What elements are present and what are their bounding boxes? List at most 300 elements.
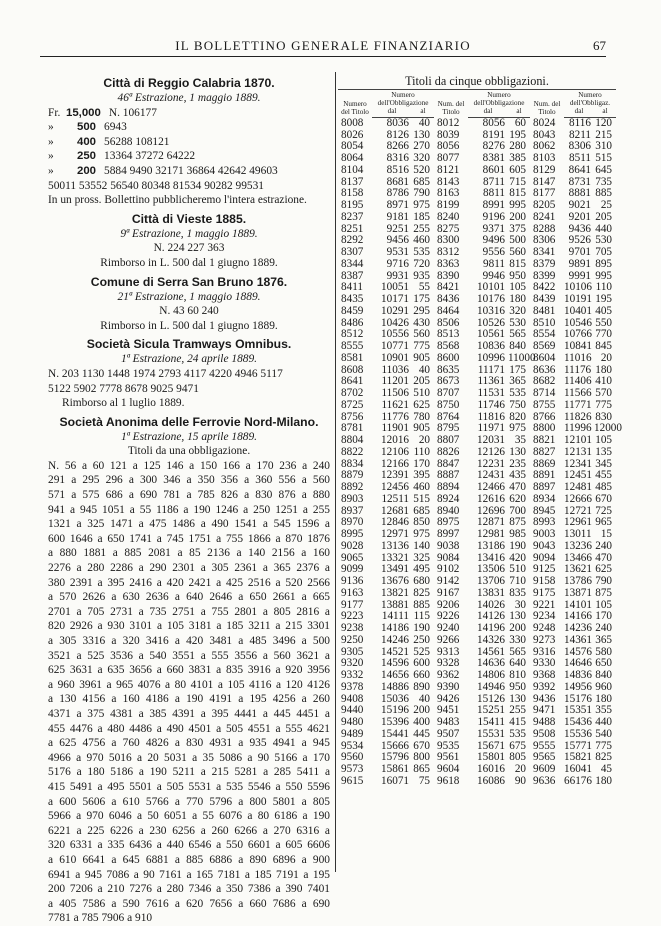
- from-number: 15436: [564, 716, 592, 729]
- to-number: 560: [413, 328, 430, 341]
- from-number: 10051: [381, 281, 409, 294]
- table-body: [338, 116, 622, 787]
- to-number: 570: [595, 387, 613, 400]
- from-number: 10171: [381, 293, 409, 306]
- titolo-number: 9099: [341, 563, 364, 576]
- from-number: 8056: [482, 116, 505, 129]
- section-subheading: 46ª Estrazione, 1 maggio 1889.: [117, 92, 261, 104]
- from-number: 11901: [381, 422, 409, 435]
- from-number: 11506: [381, 387, 409, 400]
- to-number: 40: [418, 692, 430, 705]
- section-subheading: 21ª Estrazione, 1 maggio 1889.: [117, 290, 261, 303]
- to-number: 950: [509, 680, 526, 693]
- to-number: 20: [418, 434, 430, 447]
- from-number: 9946: [482, 269, 505, 282]
- titolo-number: 8635: [437, 363, 460, 376]
- to-number: 700: [509, 504, 526, 517]
- from-number: 13416: [477, 551, 505, 564]
- titolo-number: 9094: [533, 551, 556, 564]
- from-number: 13871: [564, 586, 592, 599]
- from-number: 14236: [564, 622, 592, 635]
- from-number: 11171: [477, 363, 505, 376]
- titolo-number: 8795: [437, 422, 460, 435]
- to-number: 790: [413, 187, 430, 200]
- from-number: 8786: [386, 187, 409, 200]
- to-number: 12000: [594, 422, 622, 435]
- from-number: 11531: [477, 387, 505, 400]
- from-number: 14576: [564, 645, 592, 658]
- from-number: 12016: [381, 434, 409, 447]
- to-number: 330: [509, 633, 526, 646]
- to-number: 975: [413, 528, 430, 541]
- titolo-number: 9440: [341, 704, 364, 717]
- titolo-number: 9408: [341, 692, 364, 705]
- titolo-number: 8411: [341, 281, 363, 294]
- from-number: 15536: [564, 727, 592, 740]
- to-number: 105: [595, 434, 613, 447]
- from-number: 13466: [564, 551, 592, 564]
- section-heading: Città di Reggio Calabria 1870.: [103, 76, 275, 90]
- from-number: 14186: [381, 622, 409, 635]
- to-number: 130: [509, 692, 526, 705]
- titolo-number: 8129: [533, 163, 556, 176]
- from-number: 9251: [386, 222, 409, 235]
- from-number: 15801: [477, 751, 505, 764]
- table-row: [338, 400, 616, 412]
- from-number: 12456: [381, 481, 409, 494]
- from-number: 8211: [569, 128, 591, 141]
- titolo-number: 9305: [341, 645, 364, 658]
- prize-row: [48, 120, 330, 135]
- range-line: 291 a 295 296 a 300 346 a 350 356 a 360 556 a 560: [48, 474, 330, 487]
- titolo-number: 9238: [341, 622, 364, 635]
- to-number: 650: [595, 657, 613, 670]
- titolo-number: 9560: [341, 751, 364, 764]
- from-number: 14596: [381, 657, 409, 670]
- prize-row: [48, 149, 330, 164]
- titolo-number: 8390: [437, 269, 460, 282]
- column-header: Numero dell'Obbligaz.: [564, 90, 616, 109]
- from-number: 14886: [381, 680, 409, 693]
- from-number: 8681: [386, 175, 409, 188]
- currency-label: Fr.: [48, 106, 61, 119]
- from-number: 10996: [477, 351, 505, 364]
- from-number: 11406: [564, 375, 592, 388]
- from-number: 14361: [564, 633, 592, 646]
- titolo-number: 8459: [341, 304, 364, 317]
- to-number: 715: [509, 175, 526, 188]
- from-number: 9021: [568, 199, 591, 212]
- drawn-numbers-line: 5122 5902 7778 8678 9025 9471: [48, 382, 199, 395]
- to-number: 355: [595, 704, 613, 717]
- from-number: 9811: [483, 257, 505, 270]
- table-title: Titoli da cinque obbligazioni.: [405, 74, 549, 88]
- from-number: 15441: [381, 727, 409, 740]
- from-number: 13786: [564, 575, 592, 588]
- from-number: 11996: [564, 422, 592, 435]
- from-number: 14656: [381, 669, 409, 682]
- from-number: 11176: [564, 363, 592, 376]
- to-number: 395: [413, 469, 430, 482]
- titolo-number: 8288: [533, 222, 556, 235]
- from-number: 9991: [568, 269, 591, 282]
- titolo-number: 9167: [437, 586, 460, 599]
- from-number: 8116: [569, 116, 591, 129]
- titolo-number: 9618: [437, 774, 460, 787]
- titolo-number: 8240: [437, 210, 460, 223]
- to-number: 815: [509, 187, 526, 200]
- to-number: 175: [413, 293, 430, 306]
- column-header: dal: [564, 108, 594, 117]
- to-number: 935: [413, 269, 430, 282]
- titolo-number: 8039: [437, 128, 460, 141]
- column-header: Num. del Titolo: [530, 90, 564, 118]
- to-number: 200: [509, 622, 526, 635]
- to-number: 515: [595, 152, 613, 165]
- titolo-number: 8970: [341, 516, 364, 529]
- from-number: 10546: [564, 316, 592, 329]
- from-number: 8971: [386, 199, 409, 212]
- titolo-number: 9488: [533, 716, 556, 729]
- to-number: 550: [595, 316, 613, 329]
- to-number: 310: [595, 140, 613, 153]
- to-number: 625: [413, 398, 430, 411]
- titolo-number: 8024: [533, 116, 556, 129]
- to-number: 890: [413, 680, 430, 693]
- titolo-number: 8682: [533, 375, 556, 388]
- to-number: 565: [509, 328, 526, 341]
- titolo-number: 9084: [437, 551, 460, 564]
- titolo-number: 8800: [533, 422, 556, 435]
- from-number: 14166: [564, 610, 592, 623]
- prize-numbers: 5884 9490 32171 36864 42642 49603: [104, 164, 278, 177]
- titolo-number: 8064: [341, 152, 364, 165]
- from-number: 9436: [568, 222, 591, 235]
- to-number: 405: [595, 304, 613, 317]
- titolo-number: 8707: [437, 387, 460, 400]
- to-number: 815: [509, 257, 526, 270]
- titolo-number: 9489: [341, 727, 364, 740]
- from-number: 11361: [477, 375, 505, 388]
- titolo-number: 8600: [437, 351, 460, 364]
- titolo-number: 8012: [437, 116, 460, 129]
- titolo-number: 9266: [437, 633, 460, 646]
- titolo-number: 8043: [533, 128, 556, 141]
- to-number: 960: [595, 680, 613, 693]
- drawn-ranges: [48, 459, 330, 926]
- section-subheading: 1ª Estrazione, 24 aprile 1889.: [120, 353, 258, 366]
- titolo-number: 8312: [437, 246, 460, 259]
- titolo-number: 8608: [341, 363, 364, 376]
- titolo-number: 9392: [533, 680, 556, 693]
- from-number: 13621: [564, 563, 592, 576]
- titolo-number: 9177: [341, 598, 364, 611]
- to-number: 605: [509, 163, 526, 176]
- from-number: 12981: [477, 528, 505, 541]
- titolo-number: 8891: [533, 469, 556, 482]
- from-number: 12031: [477, 434, 505, 447]
- from-number: 12481: [564, 481, 592, 494]
- titolo-number: 9604: [437, 763, 460, 776]
- titolo-number: 8892: [341, 481, 364, 494]
- from-number: 12126: [477, 445, 505, 458]
- titolo-number: 8756: [341, 410, 364, 423]
- from-number: 12166: [381, 457, 409, 470]
- to-number: 60: [514, 116, 526, 129]
- from-number: 14561: [477, 645, 505, 658]
- to-number: 15: [600, 528, 613, 541]
- titolo-number: 8934: [533, 492, 556, 505]
- column-header: Numero dell'Obbligazione: [372, 90, 434, 109]
- from-number: 10561: [477, 328, 505, 341]
- to-number: 640: [509, 657, 526, 670]
- titolo-number: 9043: [533, 539, 556, 552]
- range-line: a 625 4756 a 760 4826 a 830 4931 a 935 4941 a 945: [48, 737, 330, 750]
- from-number: 11771: [564, 398, 592, 411]
- table-row: [338, 494, 616, 506]
- refund-note: Rimborso in L. 500 dal 1 giugno 1889.: [100, 319, 278, 332]
- from-number: 12131: [564, 445, 592, 458]
- to-number: 11000: [508, 351, 536, 364]
- to-number: 535: [509, 727, 526, 740]
- column-header: al: [594, 108, 616, 117]
- to-number: 840: [595, 669, 613, 682]
- refund-note: Rimborso al 1 luglio 1889.: [62, 397, 185, 410]
- to-number: 35: [514, 434, 526, 447]
- titolo-number: 9451: [437, 704, 460, 717]
- titolo-number: 9065: [341, 551, 364, 564]
- to-number: 705: [595, 246, 613, 259]
- titolo-number: 8887: [437, 469, 460, 482]
- from-number: 14521: [381, 645, 409, 658]
- titolo-number: 8481: [533, 304, 556, 317]
- from-number: 9371: [482, 222, 505, 235]
- from-number: 10901: [381, 351, 409, 364]
- range-line: 7781 a 785 7906 a 910: [48, 912, 153, 925]
- titolo-number: 8363: [437, 257, 460, 270]
- to-number: 625: [595, 563, 613, 576]
- to-number: 455: [595, 469, 613, 482]
- titolo-number: 8804: [341, 434, 364, 447]
- from-number: 15351: [564, 704, 592, 717]
- from-number: 14946: [477, 680, 505, 693]
- to-number: 170: [595, 610, 613, 623]
- to-number: 530: [509, 316, 526, 329]
- to-number: 950: [509, 269, 526, 282]
- from-number: 8601: [482, 163, 505, 176]
- range-line: 4371 a 375 4381 a 385 4391 a 395 4441 a 445 4451 a: [48, 707, 330, 720]
- from-number: 9456: [386, 234, 409, 247]
- titolo-number: 9248: [533, 622, 556, 635]
- to-number: 530: [595, 234, 613, 247]
- from-number: 11621: [381, 398, 409, 411]
- to-number: 205: [595, 210, 613, 223]
- titolo-number: 8077: [437, 152, 460, 165]
- titolo-number: 9240: [437, 622, 460, 635]
- ditto-mark: »: [48, 121, 54, 134]
- to-number: 500: [509, 234, 526, 247]
- from-number: 13506: [477, 563, 505, 576]
- from-number: 10191: [564, 293, 592, 306]
- section-serra: [48, 275, 330, 334]
- to-number: 685: [413, 175, 430, 188]
- right-column: [338, 72, 622, 788]
- titolo-number: 8568: [437, 340, 460, 353]
- to-number: 130: [509, 445, 526, 458]
- to-number: 775: [413, 340, 430, 353]
- from-number: 8191: [482, 128, 505, 141]
- to-number: 110: [595, 281, 613, 294]
- from-number: 8036: [386, 116, 409, 129]
- titolo-number: 8399: [533, 269, 556, 282]
- to-number: 995: [595, 269, 613, 282]
- from-number: 15411: [477, 716, 505, 729]
- to-number: 660: [413, 669, 430, 682]
- titolo-number: 8464: [437, 304, 460, 317]
- from-number: 13186: [477, 539, 505, 552]
- from-number: 14806: [477, 669, 505, 682]
- range-line: a 600 5606 a 610 5766 a 770 5796 a 800 5801 a 805: [48, 795, 330, 808]
- from-number: 9556: [482, 246, 505, 259]
- to-number: 180: [595, 774, 613, 787]
- range-line: 455 4476 a 480 4486 a 490 4501 a 505 4551 a 555 4621: [48, 722, 330, 735]
- titolo-number: 9320: [341, 657, 364, 670]
- titolo-number: 8673: [437, 375, 460, 388]
- titolo-number: 8764: [437, 410, 460, 423]
- to-number: 375: [509, 222, 526, 235]
- table-row: [338, 541, 616, 553]
- range-line: 415 5491 a 495 5501 a 505 5531 a 535 5546 a 550 5596: [48, 780, 330, 793]
- from-number: 10426: [381, 316, 409, 329]
- from-number: 15126: [477, 692, 505, 705]
- titolo-number: 8506: [437, 316, 460, 329]
- prize-numbers: 13364 37272 64222: [104, 150, 196, 163]
- from-number: 8316: [386, 152, 409, 165]
- to-number: 825: [413, 586, 430, 599]
- from-number: 11826: [564, 410, 592, 423]
- to-number: 180: [595, 692, 613, 705]
- column-divider: [335, 72, 336, 872]
- from-number: 12451: [564, 469, 592, 482]
- to-number: 670: [413, 739, 430, 752]
- from-number: 11036: [381, 363, 409, 376]
- from-number: 12696: [477, 504, 505, 517]
- to-number: 170: [413, 457, 430, 470]
- range-line: N. 56 a 60 121 a 125 146 a 150 166 a 170 236 a 240: [48, 459, 330, 472]
- to-number: 280: [509, 140, 526, 153]
- titolo-number: 9534: [341, 739, 364, 752]
- column-header: Numero dell'Obbligazione: [468, 90, 530, 109]
- titolo-number: 9609: [533, 763, 556, 776]
- titolo-number: 9136: [341, 575, 364, 588]
- titolo-number: 8766: [533, 410, 556, 423]
- from-number: 8711: [483, 175, 505, 188]
- from-number: 14836: [564, 669, 592, 682]
- to-number: 240: [595, 539, 613, 552]
- from-number: 10841: [564, 340, 592, 353]
- table-row: [338, 635, 616, 647]
- to-number: 865: [413, 763, 430, 776]
- section-tramways: [48, 337, 330, 410]
- to-number: 820: [509, 410, 526, 423]
- to-number: 55: [418, 281, 430, 294]
- to-number: 105: [509, 281, 526, 294]
- to-number: 735: [595, 175, 613, 188]
- to-number: 770: [595, 328, 613, 341]
- section-subheading: 1ª Estrazione, 15 aprile 1889.: [120, 430, 258, 443]
- to-number: 90: [514, 774, 526, 787]
- from-number: 14126: [477, 610, 505, 623]
- range-line: 200 7206 a 210 7276 a 280 7346 a 350 7386 a 390 7401: [48, 883, 330, 896]
- to-number: 180: [595, 363, 613, 376]
- to-number: 115: [413, 610, 430, 623]
- titolo-number: 8827: [533, 445, 556, 458]
- titolo-number: 9163: [341, 586, 364, 599]
- titolo-number: 8137: [341, 175, 364, 188]
- titolo-number: 8847: [437, 457, 460, 470]
- titolo-number: 9573: [341, 763, 364, 776]
- from-number: 10836: [477, 340, 505, 353]
- from-number: 11201: [381, 375, 409, 388]
- prize-numbers: 6943: [104, 121, 127, 134]
- titolo-number: 8344: [341, 257, 364, 270]
- titolo-number: 8056: [437, 140, 460, 153]
- titolo-number: 8237: [341, 210, 364, 223]
- from-number: 66176: [564, 774, 592, 787]
- from-number: 8276: [482, 140, 505, 153]
- to-number: 25: [600, 199, 613, 212]
- titolo-number: 9158: [533, 575, 556, 588]
- titolo-number: 9535: [437, 739, 460, 752]
- to-number: 140: [413, 539, 430, 552]
- titolo-number: 8897: [533, 481, 556, 494]
- titolo-number: 9507: [437, 727, 460, 740]
- page-number: 67: [593, 38, 606, 53]
- from-number: 16086: [477, 774, 505, 787]
- from-number: 8381: [482, 152, 505, 165]
- titolo-number: 8379: [533, 257, 556, 270]
- table-row: [338, 353, 616, 365]
- titolo-number: 8826: [437, 445, 460, 458]
- from-number: 15671: [477, 739, 505, 752]
- range-line: 571 a 575 686 a 690 781 a 785 826 a 830 876 a 880: [48, 489, 330, 502]
- table-row: [338, 776, 616, 788]
- from-number: 14026: [477, 598, 505, 611]
- to-number: 835: [509, 586, 526, 599]
- range-line: 5966 a 970 6046 a 50 6051 a 55 6076 a 80 6186 a 190: [48, 810, 330, 823]
- section-subheading: 9ª Estrazione, 1 maggio 1889.: [120, 227, 258, 240]
- from-number: 8991: [482, 199, 505, 212]
- range-line: 380 2391 a 395 2416 a 420 2421 a 425 2516 a 520 2566: [48, 576, 330, 589]
- to-number: 470: [595, 551, 613, 564]
- from-number: 13236: [564, 539, 592, 552]
- from-number: 16016: [477, 763, 505, 776]
- titolo-number: 8422: [533, 281, 556, 294]
- titolo-number: 9102: [437, 563, 460, 576]
- ditto-mark: »: [48, 164, 54, 177]
- from-number: 15796: [381, 751, 409, 764]
- to-number: 620: [509, 492, 526, 505]
- from-number: 14111: [381, 610, 409, 623]
- from-number: 10401: [564, 304, 592, 317]
- range-line: 5176 a 180 5186 a 190 5211 a 215 5281 a 285 5411 a: [48, 766, 330, 779]
- ditto-mark: »: [48, 135, 54, 148]
- to-number: 185: [413, 210, 430, 223]
- section-reggio: [48, 76, 330, 208]
- drawn-numbers: N. 224 227 363: [153, 242, 225, 255]
- to-number: 825: [595, 751, 613, 764]
- bonds-table: [338, 89, 622, 788]
